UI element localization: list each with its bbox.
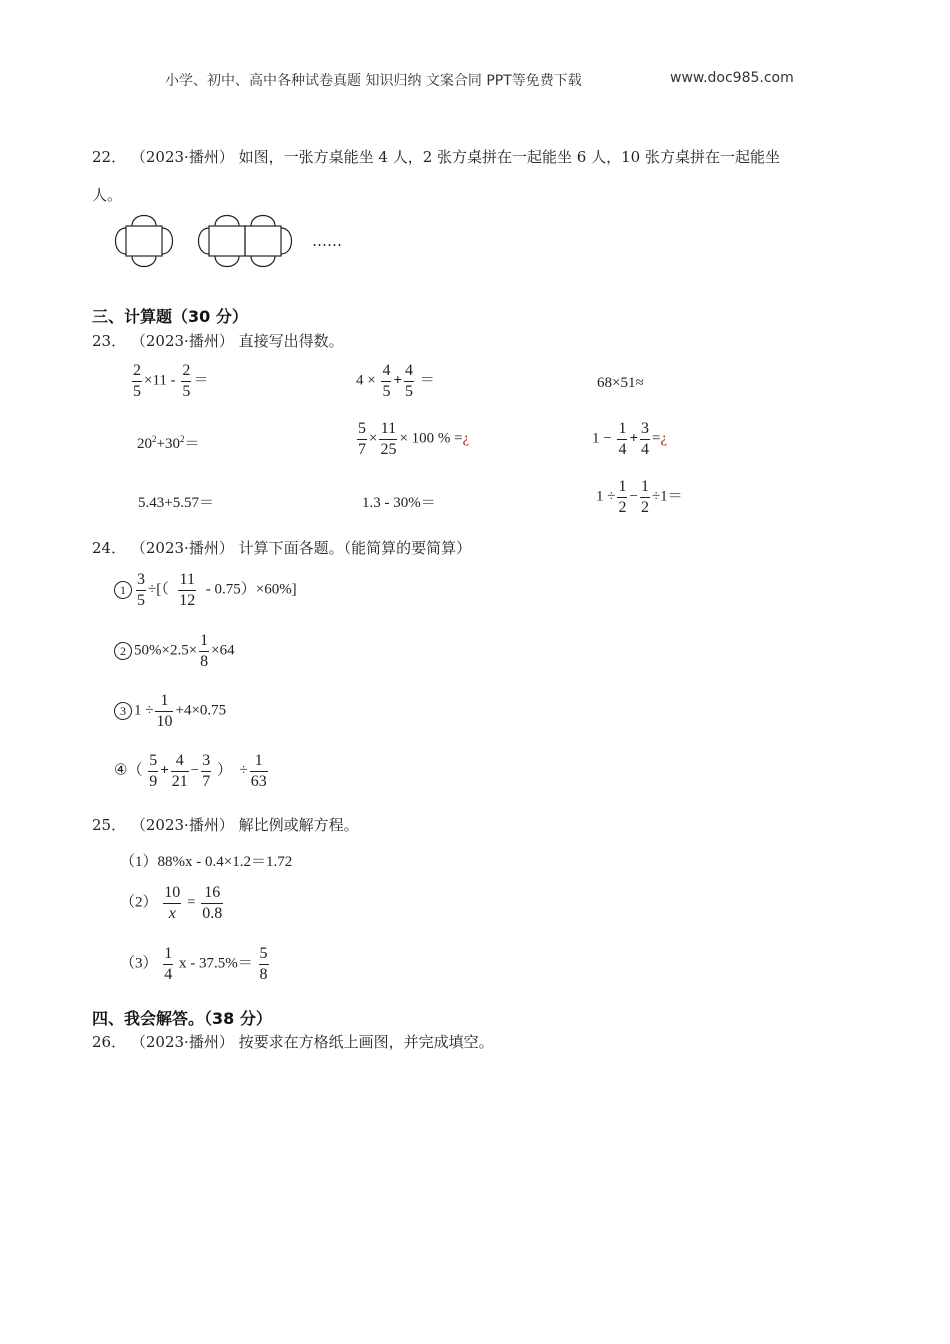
calc-24-1: 1 $\frac{3}{5}$ ÷[（ $\frac{11}{12}$ - 0.75）×60%] <box>114 571 297 609</box>
question-23 <box>92 330 344 351</box>
question-25 <box>92 814 359 835</box>
section-4-title: 四、我会解答。（38 分） <box>92 1009 272 1028</box>
question-24 <box>92 537 471 558</box>
calc-24-4: ④（ $\frac{5}{9}$ + $\frac{4}{21}$ − $\frac{3}{7}$ ） ÷ $\frac{1}{63}$ <box>114 752 267 790</box>
question-source: （2023·播州） <box>130 1033 234 1051</box>
seat-top <box>215 216 239 227</box>
item-marker: 1 <box>114 581 132 599</box>
question-text: 如图，一张方桌能坐 4 人，2 张方桌拼在一起能坐 6 人，10 张方桌拼在一起能坐 <box>238 148 780 166</box>
seat-left <box>116 228 127 254</box>
seat-left <box>199 228 210 254</box>
table-square <box>245 226 281 256</box>
equation-1: （1）88%x - 0.4×1.2＝1.72 <box>120 854 293 870</box>
question-number: 24． <box>92 539 127 557</box>
question-text: 直接写出得数。 <box>238 332 344 350</box>
question-22-line2: 人。 <box>92 186 123 204</box>
item-marker: ④ <box>114 762 128 779</box>
seat-right <box>281 228 292 254</box>
table-figure <box>108 212 308 272</box>
question-number: 23． <box>92 332 127 350</box>
seat-top <box>132 216 156 227</box>
calc-r1c2: 4 × $\frac{4}{5}$ + $\frac{4}{5}$ ＝ <box>356 362 435 400</box>
calc-r2c2: $\frac{5}{7}$ × $\frac{11}{25}$ × 100 % =¿ <box>358 420 470 458</box>
calc-r2c1: $20^2+30^2=$ <box>137 434 200 452</box>
question-text: 按要求在方格纸上画图，并完成填空。 <box>238 1033 494 1051</box>
seat-bottom <box>251 256 275 267</box>
table-square <box>209 226 245 256</box>
question-source: （2023·播州） <box>130 816 234 834</box>
calc-r3c2: 1.3 - 30%＝ <box>362 495 436 511</box>
calc-r1c1: $\frac{2}{5}$ ×11 - $\frac{2}{5}$ ＝ <box>133 362 209 400</box>
question-number: 26． <box>92 1033 127 1051</box>
seat-top <box>251 216 275 227</box>
ellipsis: …… <box>312 232 342 250</box>
question-text: 解比例或解方程。 <box>238 816 359 834</box>
calc-r1c3: 68×51≈ <box>597 375 644 391</box>
question-text: 计算下面各题。（能简算的要简算） <box>238 539 472 557</box>
seat-bottom <box>132 256 156 267</box>
table-square <box>126 226 162 256</box>
section-3-title: 三、计算题（30 分） <box>92 307 248 326</box>
item-marker: 2 <box>114 642 132 660</box>
calc-24-2: 2 50%×2.5× $\frac{1}{8}$ ×64 <box>114 632 235 670</box>
question-number: 22． <box>92 148 127 166</box>
question-22 <box>92 146 780 167</box>
calc-r3c3: 1 ÷ $\frac{1}{2}$ − $\frac{1}{2}$ ÷1＝ <box>596 478 683 516</box>
calc-24-3: 3 1 ÷ $\frac{1}{10}$ +4×0.75 <box>114 692 226 730</box>
question-26 <box>92 1031 494 1052</box>
equation-2: （2） $\frac{10}{x}$ = $\frac{16}{0.8}$ <box>120 884 223 922</box>
seat-right <box>162 228 173 254</box>
question-source: （2023·播州） <box>130 148 234 166</box>
question-source: （2023·播州） <box>130 539 234 557</box>
question-number: 25． <box>92 816 127 834</box>
calc-r3c1: 5.43+5.57＝ <box>138 495 214 511</box>
calc-r2c3: 1 − $\frac{1}{4}$ + $\frac{3}{4}$ =¿ <box>592 420 668 458</box>
item-marker: 3 <box>114 702 132 720</box>
header-url[interactable]: www.doc985.com <box>670 70 794 86</box>
equation-3: （3） $\frac{1}{4}$ x - 37.5%＝ $\frac{5}{8}$ <box>120 945 268 983</box>
seat-bottom <box>215 256 239 267</box>
question-source: （2023·播州） <box>130 332 234 350</box>
header-text: 小学、初中、高中各种试卷真题 知识归纳 文案合同 PPT等免费下载 <box>165 73 582 89</box>
